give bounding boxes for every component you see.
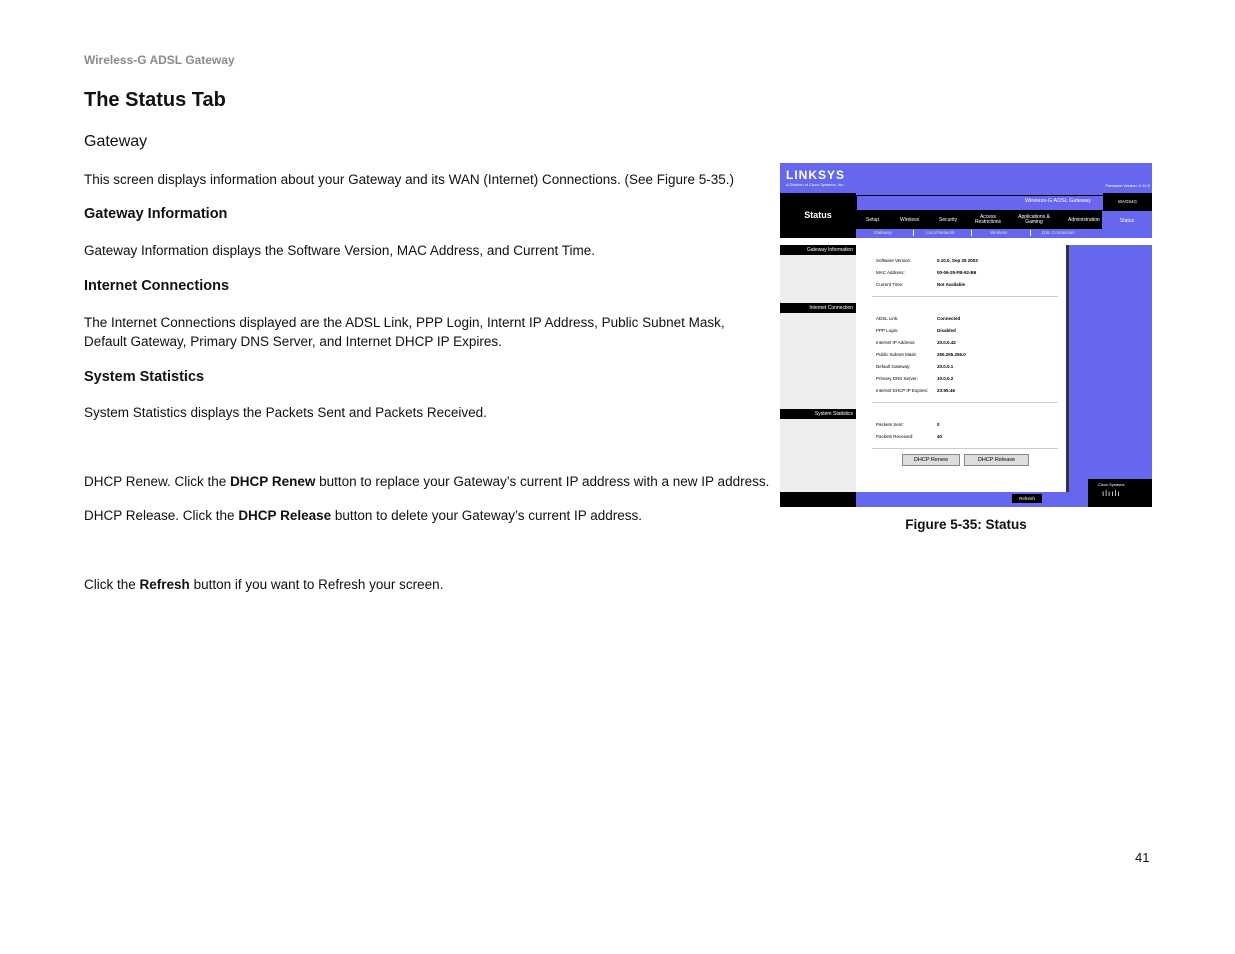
subnet-mask-value: 255.255.255.0 [937, 352, 966, 357]
cisco-badge [1088, 479, 1152, 507]
tab-status-label: Status [1119, 218, 1135, 224]
sub-tabs [856, 229, 1152, 238]
tab-applications-gaming[interactable]: Applications & Gaming [1018, 214, 1050, 225]
field-label: Packets Sent: [876, 422, 904, 427]
sidebar-section-label: System Statistics [814, 411, 853, 417]
gateway-information-text: Gateway Information displays the Software Version, MAC Address, and Current Time. [84, 243, 595, 258]
dhcp-renew-paragraph: DHCP Renew. Click the DHCP Renew button to replace your Gateway’s current IP address with a new IP address. [84, 474, 770, 489]
sidebar-section-label: Gateway Information [806, 247, 853, 253]
subtab-divider [971, 230, 972, 236]
field-label: PPP Login: [876, 328, 899, 333]
sidebar-section-gateway-information [780, 245, 856, 255]
tab-setup[interactable]: Setup [866, 217, 880, 223]
running-header: Wireless-G ADSL Gateway [84, 53, 235, 67]
bottom-bar-left [780, 492, 856, 507]
right-panel-edge [1066, 245, 1069, 492]
linksys-logo: LINKSYS [786, 168, 846, 182]
refresh-button[interactable]: Refresh [1012, 494, 1042, 503]
current-time-value: Not Available [937, 282, 966, 287]
tab-administration[interactable]: Administration [1068, 217, 1100, 223]
sidebar [780, 245, 856, 492]
page-number: 41 [1135, 850, 1150, 865]
field-label: Packets Received: [876, 434, 914, 439]
system-statistics-text: System Statistics displays the Packets Sent and Packets Received. [84, 405, 487, 420]
tab-security[interactable]: Security [939, 217, 958, 223]
subtab-divider [913, 230, 914, 236]
field-label: ADSL Link: [876, 316, 899, 321]
page-label: Status [804, 210, 832, 220]
figure-caption: Figure 5-35: Status [905, 517, 1027, 532]
tab-wireless[interactable]: Wireless [900, 217, 920, 223]
dhcp-expires-value: 23:55:46 [937, 388, 956, 393]
model-name: WAG54G [1117, 199, 1138, 204]
sidebar-section-internet-connection [780, 303, 856, 313]
internet-ip-value: 20.0.0.42 [937, 340, 956, 345]
cisco-logo: ılıılı [1102, 489, 1121, 498]
subtab-dsl-connection[interactable]: DSL Connection [1042, 230, 1075, 235]
product-name: Wireless-G ADSL Gateway [1025, 198, 1091, 204]
tab-access-restrictions[interactable]: Access Restrictions [974, 214, 1002, 225]
internet-connections-text: The Internet Connections displayed are the ADSL Link, PPP Login, Internt IP Address, Public Subnet Mask, Default Gateway, Primary DNS Server, and Internet DHCP IP Expires. [84, 315, 725, 349]
field-label: Current Time: [876, 282, 904, 287]
refresh-paragraph: Click the Refresh button if you want to Refresh your screen. [84, 577, 444, 592]
divider [872, 448, 1058, 449]
field-label: Primary DNS Server: [876, 376, 919, 381]
ppp-login-value: Disabled [937, 328, 956, 333]
cisco-text: Cisco Systems [1098, 482, 1125, 487]
subtab-divider [1030, 230, 1031, 236]
divider [872, 402, 1058, 403]
field-label: Internet DHCP IP Expires: [876, 388, 929, 393]
divider [872, 296, 1058, 297]
sidebar-section-label: Internet Connection [809, 305, 853, 311]
right-panel [1066, 245, 1152, 507]
software-version-value: 0.10.0, Sep 25 2003 [937, 258, 978, 263]
field-label: Internet IP Address: [876, 340, 916, 345]
packets-received-value: 40 [937, 434, 943, 439]
firmware-version: Firmware Version: 0.10.0 [1105, 183, 1150, 188]
model-box [1103, 193, 1152, 211]
main-tabs [856, 211, 1152, 229]
primary-dns-value: 10.0.0.2 [937, 376, 954, 381]
heading-gateway-information: Gateway Information [84, 206, 228, 222]
subtab-wireless[interactable]: Wireless [990, 230, 1008, 235]
logo-subtitle: A Division of Cisco Systems, Inc. [786, 182, 845, 187]
heading-internet-connections: Internet Connections [84, 278, 230, 294]
status-screenshot-figure [780, 163, 1152, 507]
dhcp-renew-button[interactable]: DHCP Renew [902, 454, 960, 466]
subtab-gateway[interactable]: Gateway [874, 230, 892, 235]
field-label: Software Version: [876, 258, 912, 263]
field-label: Public Subnet Mask: [876, 352, 918, 357]
dhcp-release-button[interactable]: DHCP Release [964, 454, 1029, 466]
tab-status[interactable] [1102, 211, 1152, 229]
section-subtitle: Gateway [84, 133, 148, 150]
adsl-link-value: Connected [937, 316, 961, 321]
intro-paragraph: This screen displays information about your Gateway and its WAN (Internet) Connections. (See Figure 5-35.) [84, 172, 735, 187]
field-label: Default Gateway: [876, 364, 911, 369]
field-label: MAC Address: [876, 270, 905, 275]
packets-sent-value: 0 [937, 422, 940, 427]
subtab-local-network[interactable]: Local Network [926, 230, 955, 235]
default-gateway-value: 20.0.0.1 [937, 364, 954, 369]
dhcp-release-paragraph: DHCP Release. Click the DHCP Release button to delete your Gateway’s current IP address. [84, 508, 643, 523]
sidebar-section-system-statistics [780, 409, 856, 419]
heading-system-statistics: System Statistics [84, 369, 205, 385]
mac-address-value: 00-06-25-FB-92-B6 [937, 270, 977, 275]
page-title: The Status Tab [84, 89, 226, 111]
